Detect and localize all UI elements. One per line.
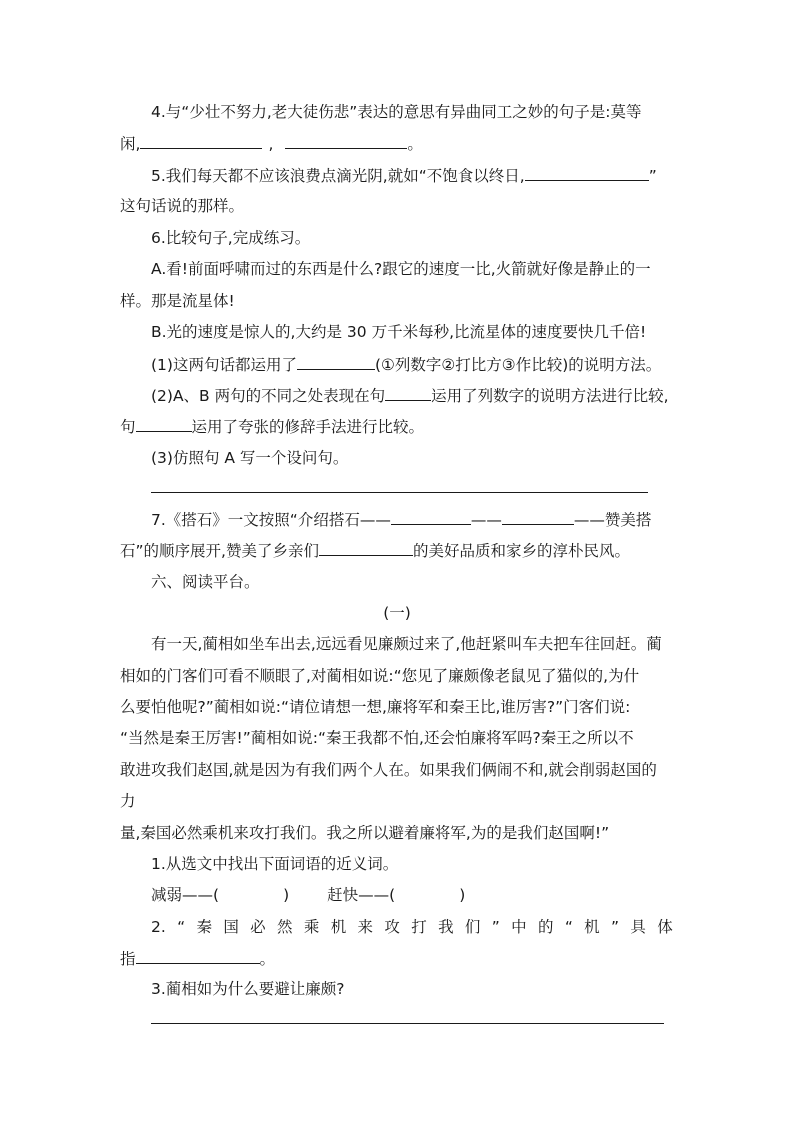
q6-sub1-blank[interactable] (297, 353, 375, 370)
q6-sub3: (3)仿照句 A 写一个设问句。 (151, 449, 349, 467)
q6-sub1: (1)这两句话都运用了 (①列数字②打比方③作比较)的说明方法。 (151, 353, 680, 376)
q4-line1: 4.与“少壮不努力,老大徒伤悲”表达的意思有异曲同工之妙的句子是:莫等 (151, 103, 642, 121)
q7-line2: 石”的顺序展开,赞美了乡亲们 的美好品质和家乡的淳朴民风。 (120, 539, 680, 562)
q6-sub2-line1: (2)A、B 两句的不同之处表现在句 运用了列数字的说明方法进行比较, (151, 384, 680, 407)
q6-title: 6.比较句子,完成练习。 (151, 229, 311, 247)
q5-line2: 这句话说的那样。 (120, 197, 245, 215)
q6-sub2-blank-1[interactable] (385, 384, 431, 401)
passage-line7: 量,秦国必然乘机来攻打我们。我之所以避着廉将军,为的是我们赵国啊!” (120, 824, 610, 842)
passage-line2: 相如的门客们可看不顺眼了,对蔺相如说:“您见了廉颇像老鼠见了猫似的,为什 (120, 667, 640, 685)
q2-blank[interactable] (136, 947, 260, 964)
q4-blank-2[interactable] (285, 132, 407, 149)
q7-blank-3[interactable] (319, 539, 413, 556)
q6-a-line1: A.看!前面呼啸而过的东西是什么?跟它的速度一比,火箭就好像是静止的一 (151, 260, 651, 278)
q5-line1: 5.我们每天都不应该浪费点滴光阴,就如“不饱食以终日, ” (151, 164, 680, 187)
passage-line1: 有一天,蔺相如坐车出去,远远看见廉颇过来了,他赶紧叫车夫把车往回赶。蔺 (151, 635, 662, 653)
q6-sub2-blank-2[interactable] (136, 415, 192, 432)
q3-answer-line[interactable] (151, 1023, 664, 1024)
passage-line6: 力 (120, 792, 136, 810)
passage-line3: 么要怕他呢?”蔺相如说:“请位请想一想,廉将军和秦王比,谁厉害?”门客们说: (120, 698, 631, 716)
q5-blank[interactable] (525, 164, 649, 181)
reading-q1-words: 减弱——( ) 赶快——( ) (151, 886, 466, 904)
q7-line1: 7.《搭石》一文按照“介绍搭石—— —— ——赞美搭 (151, 508, 680, 531)
q6-sub2-line2: 句 运用了夸张的修辞手法进行比较。 (120, 415, 680, 438)
reading-q1: 1.从选文中找出下面词语的近义词。 (151, 855, 399, 873)
section6-title: 六、阅读平台。 (151, 573, 260, 591)
reading-q2-line1: 2. “ 秦 国 必 然 乘 机 来 攻 打 我 们 ” 中 的 “ 机 ” 具 体 (151, 918, 673, 936)
passage-line5: 敢进攻我们赵国,就是因为有我们两个人在。如果我们俩闹不和,就会削弱赵国的 (120, 761, 657, 779)
passage-line4: “当然是秦王厉害!”蔺相如说:“秦王我都不怕,还会怕廉将军吗?秦王之所以不 (120, 729, 634, 747)
passage-subtitle: (一) (383, 604, 411, 622)
q6-a-line2: 样。那是流星体! (120, 292, 235, 310)
reading-q2-line2: 指 。 (120, 947, 680, 970)
q6-answer-line[interactable] (151, 492, 648, 493)
q7-blank-1[interactable] (391, 508, 471, 525)
q4-line2: 闲, , 。 (120, 132, 680, 155)
q7-blank-2[interactable] (502, 508, 574, 525)
reading-q3: 3.蔺相如为什么要避让廉颇? (151, 980, 345, 998)
q6-b-line: B.光的速度是惊人的,大约是 30 万千米每秒,比流星体的速度要快几千倍! (151, 323, 647, 341)
q4-blank-1[interactable] (140, 132, 262, 149)
